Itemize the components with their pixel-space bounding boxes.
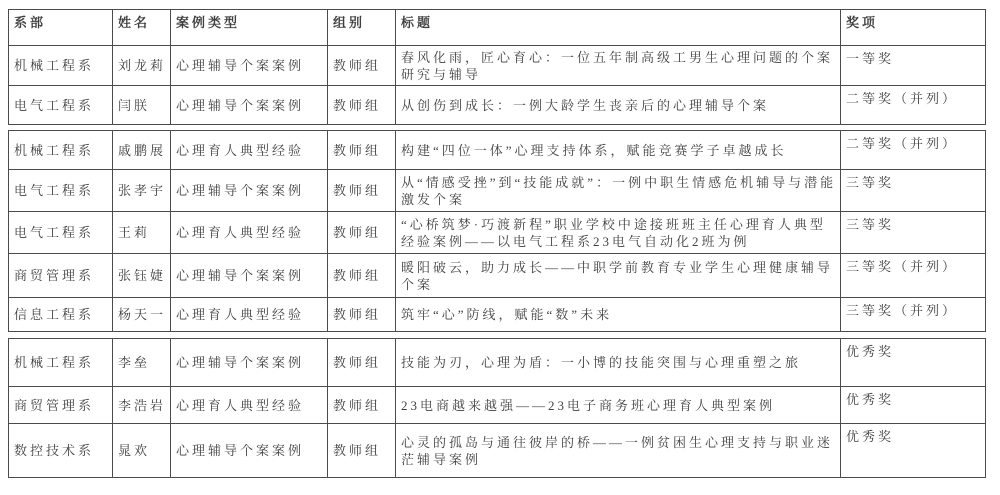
table-row — [9, 254, 986, 298]
cell-department: 电气工程系 — [9, 170, 113, 212]
cell-award: 三等奖（并列） — [841, 254, 986, 298]
table-row — [9, 339, 986, 387]
cell-name: 闫朕 — [113, 86, 171, 125]
table-row — [9, 46, 986, 86]
table-row — [9, 387, 986, 424]
cell-case-type: 心理育人典型经验 — [171, 387, 328, 424]
cell-group: 教师组 — [328, 339, 396, 387]
cell-name: 杨天一 — [113, 298, 171, 332]
col-header-case_type: 案例类型 — [171, 10, 328, 46]
cell-department: 电气工程系 — [9, 86, 113, 125]
cell-group: 教师组 — [328, 212, 396, 254]
awards-table-segment — [8, 338, 986, 478]
cell-case-type: 心理辅导个案案例 — [171, 86, 328, 125]
cell-case-type: 心理育人典型经验 — [171, 131, 328, 170]
cell-title: “心桥筑梦·巧渡新程”职业学校中途接班班主任心理育人典型经验案例——以电气工程系23电气自动化2班为例 — [396, 212, 841, 254]
table-row — [9, 131, 986, 170]
cell-case-type: 心理辅导个案案例 — [171, 170, 328, 212]
cell-name: 晁欢 — [113, 424, 171, 478]
cell-group: 教师组 — [328, 131, 396, 170]
cell-title: 从创伤到成长：一例大龄学生丧亲后的心理辅导个案 — [396, 86, 841, 125]
table-row — [9, 298, 986, 332]
cell-group: 教师组 — [328, 298, 396, 332]
table-row — [9, 86, 986, 125]
cell-department: 机械工程系 — [9, 46, 113, 86]
cell-name: 张钰婕 — [113, 254, 171, 298]
cell-case-type: 心理辅导个案案例 — [171, 254, 328, 298]
cell-case-type: 心理育人典型经验 — [171, 298, 328, 332]
cell-name: 王莉 — [113, 212, 171, 254]
cell-title: 心灵的孤岛与通往彼岸的桥——一例贫困生心理支持与职业迷茫辅导案例 — [396, 424, 841, 478]
table-row — [9, 424, 986, 478]
cell-case-type: 心理辅导个案案例 — [171, 339, 328, 387]
col-header-dept: 系部 — [9, 10, 113, 46]
cell-title: 暖阳破云，助力成长——中职学前教育专业学生心理健康辅导个案 — [396, 254, 841, 298]
cell-title: 23电商越来越强——23电子商务班心理育人典型案例 — [396, 387, 841, 424]
cell-award: 优秀奖 — [841, 339, 986, 387]
col-header-group: 组别 — [328, 10, 396, 46]
cell-name: 李垒 — [113, 339, 171, 387]
col-header-award: 奖项 — [841, 10, 986, 46]
col-header-title: 标题 — [396, 10, 841, 46]
cell-case-type: 心理育人典型经验 — [171, 212, 328, 254]
cell-department: 机械工程系 — [9, 131, 113, 170]
cell-title: 筑牢“心”防线，赋能“数”未来 — [396, 298, 841, 332]
cell-title: 技能为刃，心理为盾：一小博的技能突围与心理重塑之旅 — [396, 339, 841, 387]
cell-title: 从“情感受挫”到“技能成就”：一例中职生情感危机辅导与潜能激发个案 — [396, 170, 841, 212]
col-header-name: 姓名 — [113, 10, 171, 46]
table-row — [9, 170, 986, 212]
cell-award: 优秀奖 — [841, 387, 986, 424]
cell-department: 电气工程系 — [9, 212, 113, 254]
cell-department: 商贸管理系 — [9, 254, 113, 298]
cell-group: 教师组 — [328, 387, 396, 424]
cell-title: 构建“四位一体”心理支持体系，赋能竞赛学子卓越成长 — [396, 131, 841, 170]
cell-department: 数控技术系 — [9, 424, 113, 478]
cell-department: 商贸管理系 — [9, 387, 113, 424]
cell-department: 信息工程系 — [9, 298, 113, 332]
cell-name: 李浩岩 — [113, 387, 171, 424]
cell-title: 春风化雨，匠心育心：一位五年制高级工男生心理问题的个案研究与辅导 — [396, 46, 841, 86]
cell-award: 一等奖 — [841, 46, 986, 86]
cell-award: 优秀奖 — [841, 424, 986, 478]
awards-table — [0, 9, 1000, 478]
cell-case-type: 心理辅导个案案例 — [171, 46, 328, 86]
awards-table-segment — [8, 9, 986, 125]
cell-name: 张孝宇 — [113, 170, 171, 212]
cell-group: 教师组 — [328, 86, 396, 125]
cell-case-type: 心理辅导个案案例 — [171, 424, 328, 478]
cell-award: 二等奖（并列） — [841, 131, 986, 170]
cell-award: 二等奖（并列） — [841, 86, 986, 125]
table-row — [9, 212, 986, 254]
awards-table-segment — [8, 130, 986, 332]
cell-department: 机械工程系 — [9, 339, 113, 387]
cell-group: 教师组 — [328, 424, 396, 478]
cell-group: 教师组 — [328, 254, 396, 298]
cell-award: 三等奖（并列） — [841, 298, 986, 332]
cell-name: 戚鹏展 — [113, 131, 171, 170]
cell-name: 刘龙莉 — [113, 46, 171, 86]
cell-group: 教师组 — [328, 46, 396, 86]
cell-group: 教师组 — [328, 170, 396, 212]
header-row — [9, 10, 986, 46]
cell-award: 三等奖 — [841, 170, 986, 212]
cell-award: 三等奖 — [841, 212, 986, 254]
